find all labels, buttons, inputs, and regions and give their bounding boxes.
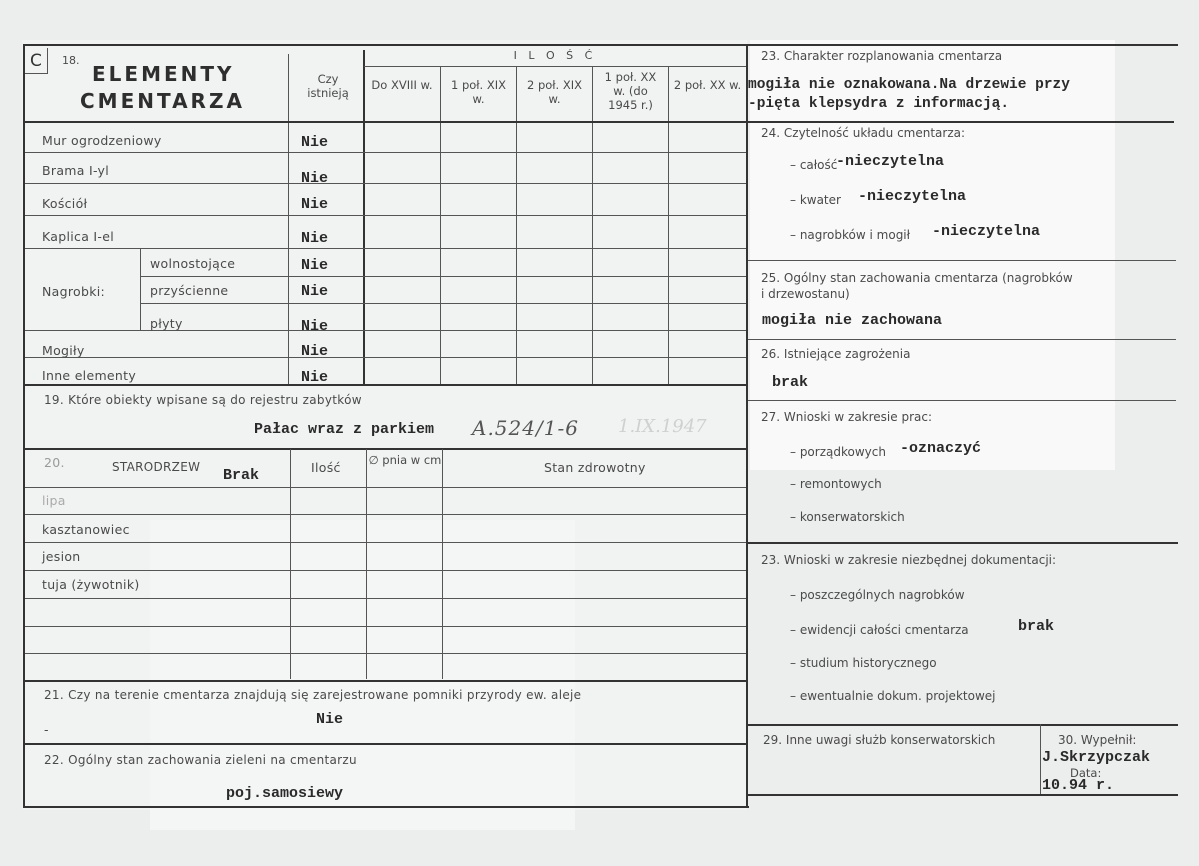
- list-item-label: – poszczególnych nagrobków: [790, 588, 965, 602]
- element-row-value: Nie: [301, 343, 329, 360]
- element-row-value: Nie: [301, 283, 329, 300]
- list-item-label: – kwater: [790, 193, 841, 207]
- element-row-label: Inne elementy: [42, 368, 137, 383]
- list-item-label: – konserwatorskich: [790, 510, 905, 524]
- q21-dash: -: [44, 722, 49, 737]
- list-item-value: -nieczytelna: [932, 223, 1041, 240]
- list-item-label: – całość: [790, 158, 838, 172]
- q22-value: poj.samosiewy: [226, 785, 344, 802]
- list-item-value: brak: [1018, 618, 1055, 635]
- nagrobki-label: Nagrobki:: [42, 284, 106, 299]
- period-header: 2 poł. XX w.: [673, 78, 742, 92]
- q19-date-faint: 1.IX.1947: [618, 416, 707, 437]
- starodrzew-value: Brak: [223, 467, 260, 484]
- q21-value: Nie: [316, 711, 344, 728]
- element-row-value: Nie: [301, 230, 329, 247]
- list-item-label: – remontowych: [790, 477, 882, 491]
- period-header: 2 poł. XIX w.: [526, 78, 583, 106]
- list-item-label: – porządkowych: [790, 445, 886, 459]
- q21-label: 21. Czy na terenie cmentarza znajdują się zarejestrowane pomniki przyrody ew. aleje: [44, 688, 582, 702]
- starodrzew-col-stan: Stan zdrowotny: [544, 460, 646, 475]
- period-header: Do XVIII w.: [371, 78, 433, 92]
- element-row-label: wolnostojące: [150, 256, 236, 271]
- q22-label: 22. Ogólny stan zachowania zieleni na cmentarzu: [44, 753, 357, 767]
- list-item-value: -nieczytelna: [836, 153, 945, 170]
- list-item-label: – ewentualnie dokum. projektowej: [790, 689, 996, 703]
- tree-row-label: lipa: [42, 493, 66, 508]
- element-row-value: Nie: [301, 196, 329, 213]
- tree-row-label: jesion: [42, 549, 81, 564]
- q26-label: 26. Istniejące zagrożenia: [761, 347, 911, 361]
- q30-name: J.Skrzypczak: [1042, 749, 1151, 766]
- starodrzew-col-pnia: ∅ pnia w cm: [368, 453, 442, 467]
- header-czy-istnieja: Czy istnieją: [307, 72, 349, 100]
- element-row-value: Nie: [301, 170, 329, 187]
- section-number: 18.: [62, 54, 80, 67]
- starodrzew-col-ilosc: Ilość: [311, 460, 341, 475]
- header-ilosc: I L O Ś Ć: [513, 49, 597, 62]
- starodrzew-number: 20.: [44, 455, 65, 470]
- period-header: 1 poł. XX w. (do 1945 r.): [604, 70, 657, 112]
- list-item-label: – ewidencji całości cmentarza: [790, 623, 969, 637]
- starodrzew-title: STARODRZEW: [112, 460, 201, 474]
- q19-register-handwritten: A.524/1-6: [472, 416, 579, 440]
- element-row-label: Kościół: [42, 196, 88, 211]
- q25-value: mogiła nie zachowana: [762, 312, 943, 329]
- q24-label: 24. Czytelność układu cmentarza:: [761, 126, 966, 140]
- tree-row-label: tuja (żywotnik): [42, 577, 140, 592]
- list-item-label: – nagrobków i mogił: [790, 228, 911, 242]
- q30-label: 30. Wypełnił:: [1058, 733, 1137, 747]
- q23-label: 23. Charakter rozplanowania cmentarza: [761, 49, 1003, 63]
- q30-date: 10.94 r.: [1042, 777, 1115, 794]
- element-row-value: Nie: [301, 369, 329, 386]
- list-item-value: -nieczytelna: [858, 188, 967, 205]
- element-row-label: Kaplica I-el: [42, 229, 114, 244]
- period-header: 1 poł. XIX w.: [450, 78, 507, 106]
- q25-label-line1: 25. Ogólny stan zachowania cmentarza (nagrobków: [761, 271, 1073, 285]
- element-row-label: płyty: [150, 316, 183, 331]
- element-row-label: Mur ogrodzeniowy: [42, 133, 162, 148]
- q27-label: 27. Wnioski w zakresie prac:: [761, 410, 933, 424]
- element-row-value: Nie: [301, 318, 329, 335]
- q23-value-line1: mogiła nie oznakowana.Na drzewie przy: [748, 77, 1070, 93]
- q29-label: 29. Inne uwagi służb konserwatorskich: [763, 733, 996, 747]
- element-row-value: Nie: [301, 257, 329, 274]
- element-row-label: przyścienne: [150, 283, 229, 298]
- q28-label: 23. Wnioski w zakresie niezbędnej dokumentacji:: [761, 553, 1057, 567]
- tree-row-label: kasztanowiec: [42, 522, 130, 537]
- q19-value: Pałac wraz z parkiem: [254, 421, 435, 438]
- q30-data-label: Data:: [1070, 766, 1102, 780]
- list-item-value: -oznaczyć: [900, 440, 982, 457]
- q19-label: 19. Które obiekty wpisane są do rejestru zabytków: [44, 393, 362, 407]
- element-row-label: Brama I-yl: [42, 163, 110, 178]
- page-title-line2: CMENTARZA: [80, 89, 245, 113]
- q23-value-line2: -pięta klepsydra z informacją.: [748, 96, 1010, 112]
- q25-label-line2: i drzewostanu): [761, 287, 850, 301]
- q26-value: brak: [772, 374, 809, 391]
- element-row-value: Nie: [301, 134, 329, 151]
- page-title-line1: ELEMENTY: [92, 62, 235, 86]
- section-letter: C: [30, 51, 42, 71]
- list-item-label: – studium historycznego: [790, 656, 937, 670]
- element-row-label: Mogiły: [42, 343, 85, 358]
